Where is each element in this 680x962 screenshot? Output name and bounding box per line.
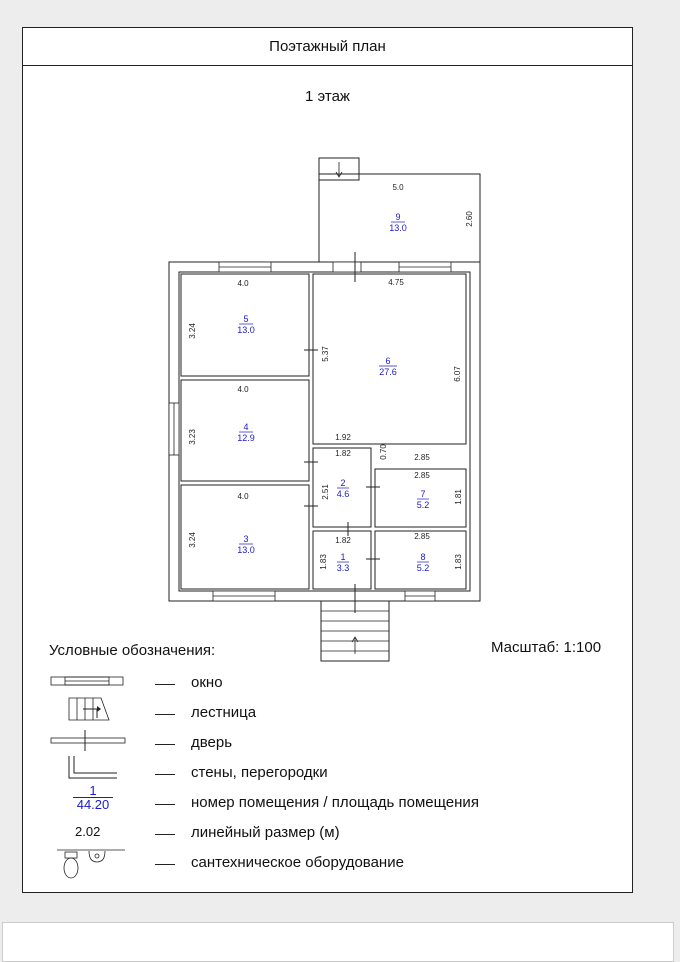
legend-sample-number [73,784,113,812]
stair-symbol-icon [49,696,129,722]
outer-wall-outer [169,262,480,601]
room-label-1 [337,552,350,573]
dim-r6-w: 4.75 [388,278,404,287]
stair-treads [321,162,389,654]
door-symbol-icon [49,730,129,752]
room-label-8 [417,552,430,573]
dim-r1-w: 1.82 [335,536,351,545]
room-label-5 [237,314,255,335]
plan-sheet [22,27,633,893]
legend-text-dimension: линейный размер (м) [191,824,340,841]
dim-r6-bottom: 2.85 [414,453,430,462]
room-num: 8 [420,552,426,562]
dim-r3-w: 4.0 [237,492,249,501]
legend-sample-dim: 2.02 [75,824,101,839]
room-area: 3.3 [336,563,350,573]
legend-sample-area: 44.20 [76,797,110,812]
room-num: 6 [385,356,391,366]
dim-hall-top: 1.92 [335,433,351,442]
dim-r3-h: 3.24 [188,532,197,548]
dim-r6-h2: 5.37 [321,346,330,362]
room-area: 13.0 [389,223,407,233]
scale-label: Масштаб: 1:100 [491,639,602,656]
room-area: 13.0 [237,325,255,335]
dim-porch-w: 5.0 [392,183,404,192]
next-page-edge [2,922,674,962]
legend-dash [155,834,175,835]
legend-text-room-number: номер помещения / площадь помещения [191,794,479,811]
dim-r4-w: 4.0 [237,385,249,394]
room-label-6 [379,356,397,377]
dim-porch-h: 2.60 [465,211,474,227]
dim-r4-h: 3.23 [188,429,197,445]
dim-r5-w: 4.0 [237,279,249,288]
window-symbol-icon [49,670,129,692]
legend-row-walls [23,764,634,794]
dim-r7-h: 1.81 [454,489,463,505]
dim-gap: 0.70 [379,444,388,460]
legend-text-stair: лестница [191,704,257,721]
dim-hall-h: 2.51 [321,484,330,500]
legend-text-door: дверь [191,734,233,751]
legend-text-window: окно [191,674,223,691]
room-label-2 [337,478,350,499]
windows [169,262,451,601]
room-num: 7 [420,489,426,499]
dim-hall-w: 1.82 [335,449,351,458]
legend-dash [155,804,175,805]
room-area: 5.2 [416,500,430,510]
legend-dash [155,714,175,715]
room-area: 27.6 [379,367,397,377]
legend-dash [155,774,175,775]
legend-text-plumbing: сантехническое оборудование [191,854,404,871]
legend-dash [155,684,175,685]
room-num: 4 [243,422,249,432]
dim-r8-h: 1.83 [454,554,463,570]
room-area: 5.2 [416,563,430,573]
room-label-9 [389,212,407,233]
room-area: 13.0 [237,545,255,555]
room-num: 2 [340,478,346,488]
wall-symbol-icon [49,754,129,780]
room-area: 4.6 [336,489,350,499]
room-num: 5 [243,314,249,324]
room-label-4 [237,422,255,443]
dim-r6-h: 6.07 [453,366,462,382]
floor-label: 1 этаж [305,88,350,105]
room-num: 1 [340,552,346,562]
legend-row-plumbing [23,854,634,884]
outer-wall-inner [179,272,470,591]
room-label-3 [237,534,255,555]
legend-sample-num: 1 [73,784,113,798]
page-title-text: Поэтажный план [269,38,386,55]
dim-r5-h: 3.24 [188,323,197,339]
dim-r7-w: 2.85 [414,471,430,480]
legend-title: Условные обозначения: [49,642,216,659]
room-num: 9 [395,212,401,222]
room-label-7 [417,489,430,510]
room-num: 3 [243,534,249,544]
dim-r1-h: 1.83 [319,554,328,570]
legend-row-room-number [23,783,634,824]
plumbing-symbol-icon [49,848,129,882]
legend-text-walls: стены, перегородки [191,764,328,781]
legend-dash [155,864,175,865]
dim-r8-w: 2.85 [414,532,430,541]
room-area: 12.9 [237,433,255,443]
legend-dash [155,744,175,745]
